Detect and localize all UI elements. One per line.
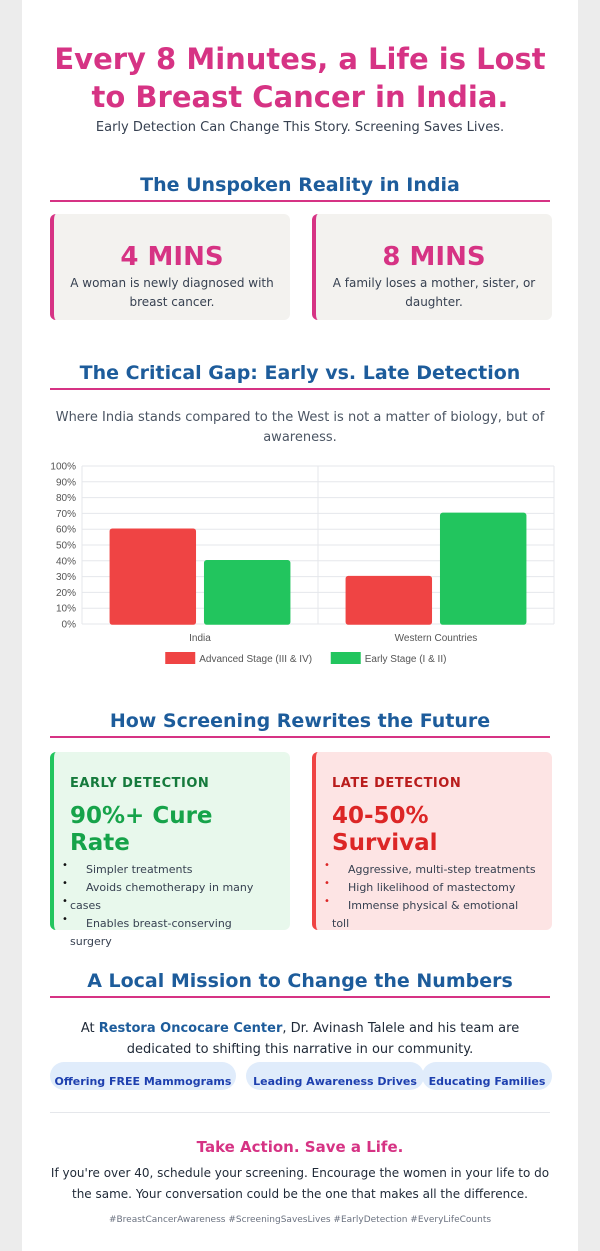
action-text: If you're over 40, schedule your screening. Encourage the women in your life to do the same. Your conversation could be the one that makes all the difference. — [50, 1166, 550, 1201]
reality-section-title: The Unspoken Reality in India — [50, 174, 550, 202]
y-tick-label: 70% — [55, 508, 76, 520]
y-tick-label: 100% — [50, 461, 76, 473]
y-tick-label: 50% — [55, 540, 76, 552]
stat-number: 4 MINS — [120, 242, 224, 272]
stat-description: A family loses a mother, sister, or daughter. — [332, 276, 536, 309]
bar — [441, 513, 526, 624]
list-item: • Immense physical & emotional toll — [332, 897, 536, 933]
pill-free-mammograms: Offering FREE Mammograms — [50, 1062, 236, 1090]
x-tick-label: Western Countries — [394, 633, 478, 644]
stat-description: A woman is newly diagnosed with breast cancer. — [70, 276, 274, 309]
mission-text: At Restora Oncocare Center, Dr. Avinash Talele and his team are dedicated to shifting this narrative in our community. — [80, 1021, 520, 1057]
screening-section-title: How Screening Rewrites the Future — [50, 710, 550, 738]
stat-card-diagnosed — [50, 214, 290, 320]
section-divider — [50, 1112, 550, 1113]
legend-swatch — [165, 652, 195, 664]
pill-awareness-drives: Leading Awareness Drives — [246, 1062, 424, 1090]
early-detection-list — [70, 861, 274, 951]
early-detection-headline: 90%+ Cure Rate — [70, 803, 213, 856]
detection-stage-chart — [50, 458, 558, 668]
stat-card-lost — [312, 214, 552, 320]
y-tick-label: 0% — [61, 619, 76, 631]
y-tick-label: 40% — [55, 556, 76, 568]
bar — [205, 561, 290, 624]
right-margin — [578, 0, 600, 1251]
chart-caption: Where India stands compared to the West is not a matter of biology, but of awareness. — [55, 410, 545, 445]
brand-name: Restora Oncocare Center — [98, 1021, 283, 1036]
legend-label: Advanced Stage (III & IV) — [199, 654, 313, 665]
legend-label: Early Stage (I & II) — [364, 654, 447, 665]
hero-subtitle: Early Detection Can Change This Story. Screening Saves Lives. — [95, 120, 505, 135]
action-title: Take Action. Save a Life. — [196, 1138, 404, 1156]
stat-number: 8 MINS — [382, 242, 486, 272]
early-detection-label: EARLY DETECTION — [70, 776, 210, 791]
bar — [110, 529, 195, 624]
pill-educating-families: Educating Families — [422, 1062, 552, 1090]
y-tick-label: 10% — [55, 603, 76, 615]
bar — [346, 577, 431, 624]
late-detection-label: LATE DETECTION — [332, 776, 462, 791]
list-item: • Simpler treatments — [70, 861, 274, 879]
gap-section-title: The Critical Gap: Early vs. Late Detection — [50, 362, 550, 390]
y-tick-label: 90% — [55, 477, 76, 489]
list-item: • Aggressive, multi-step treatments — [332, 861, 536, 879]
y-tick-label: 20% — [55, 587, 76, 599]
y-tick-label: 80% — [55, 493, 76, 505]
hashtags: #BreastCancerAwareness #ScreeningSavesLives #EarlyDetection #EveryLifeCounts — [108, 1215, 492, 1225]
list-item: • Enables breast-conserving surgery — [70, 915, 274, 951]
list-item: • Avoids chemotherapy in many — [70, 879, 274, 897]
hero-title: Every 8 Minutes, a Life is Lost to Breast Cancer in India. — [54, 42, 546, 114]
infographic-page — [22, 0, 578, 1251]
late-detection-headline: 40-50% Survival — [332, 803, 438, 856]
mission-section-title: A Local Mission to Change the Numbers — [50, 970, 550, 998]
early-detection-card — [50, 752, 290, 948]
list-item-continued: • cases — [70, 897, 274, 915]
late-detection-list — [332, 861, 536, 933]
late-detection-card — [312, 752, 552, 930]
x-tick-label: India — [189, 633, 211, 644]
y-tick-label: 30% — [55, 572, 76, 584]
list-item: • High likelihood of mastectomy — [332, 879, 536, 897]
y-tick-label: 60% — [55, 524, 76, 536]
left-margin — [0, 0, 22, 1251]
legend-swatch — [331, 652, 361, 664]
